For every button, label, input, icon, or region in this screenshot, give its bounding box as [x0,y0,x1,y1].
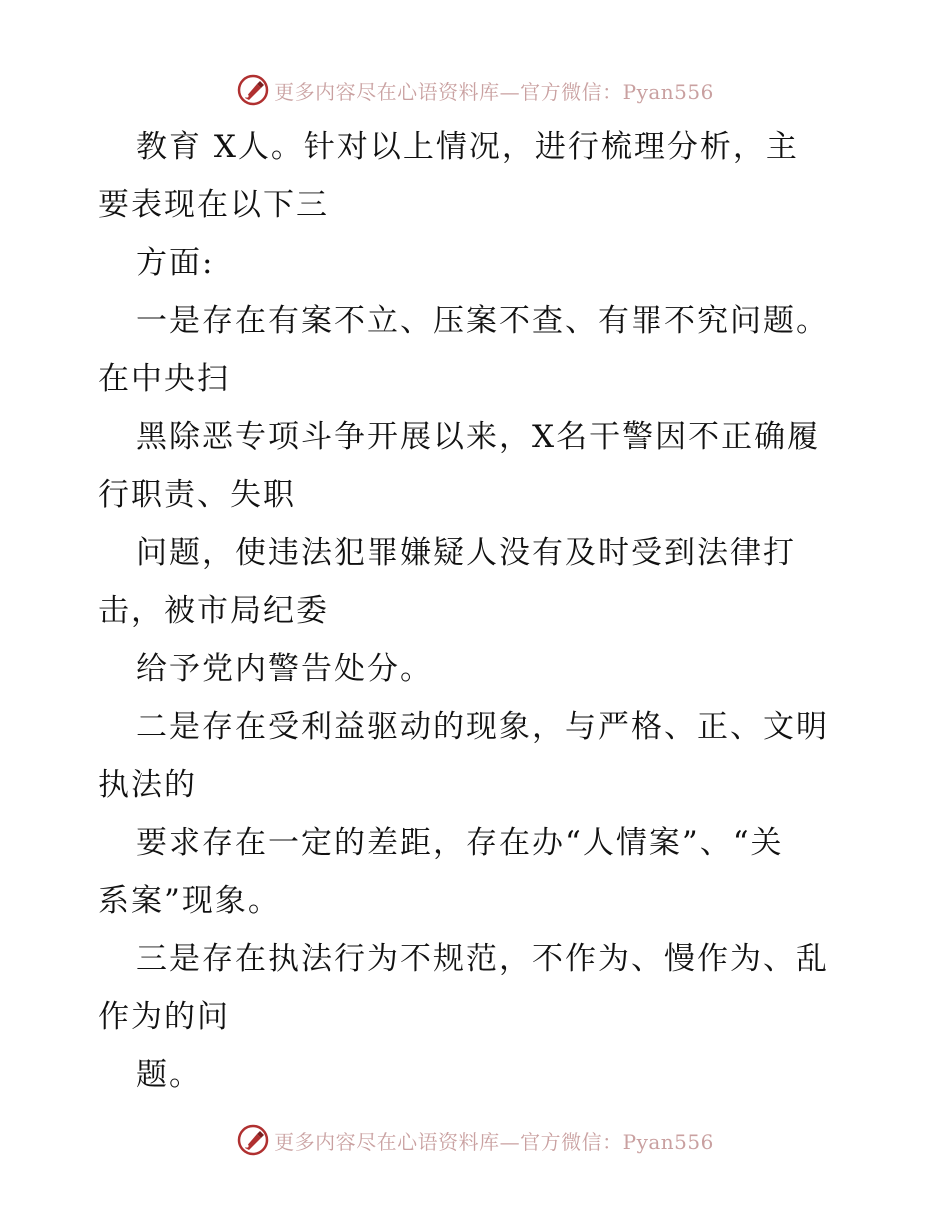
body-line: 教育 X人。针对以上情况，进行梳理分析，主 [136,129,799,165]
body-line: 问题，使违法犯罪嫌疑人没有及时受到法律打 [136,535,796,571]
body-line: 二是存在受利益驱动的现象，与严格、正、文明 [136,709,829,745]
body-line: 题。 [136,1057,202,1093]
body-line: 行职责、失职 [98,477,296,513]
body-line: 要表现在以下三 [98,187,329,223]
body-line: 三是存在执法行为不规范，不作为、慢作为、乱 [136,941,829,977]
body-line: 执法的 [98,767,197,803]
body-line: 击，被市局纪委 [98,593,329,629]
document-body [98,118,868,1104]
body-line: 作为的问 [98,999,230,1035]
footer-banner-text: 更多内容尽在心语资料库—官方微信：Pyan556 [274,1129,714,1154]
header-banner-text: 更多内容尽在心语资料库—官方微信：Pyan556 [274,79,714,104]
body-line: 要求存在一定的差距，存在办“人情案”、“关 [136,825,784,861]
pen-logo-icon [236,73,270,107]
body-line: 系案”现象。 [98,883,281,919]
header-watermark-banner [0,70,950,110]
pen-logo-icon [236,1123,270,1157]
body-line: 一是存在有案不立、压案不查、有罪不究问题。 [136,303,829,339]
body-line: 给予党内警告处分。 [136,651,433,687]
footer-watermark-banner [0,1120,950,1160]
body-line: 方面: [136,245,215,281]
body-line: 黑除恶专项斗争开展以来，X名干警因不正确履 [136,419,821,455]
body-line: 在中央扫 [98,361,230,397]
